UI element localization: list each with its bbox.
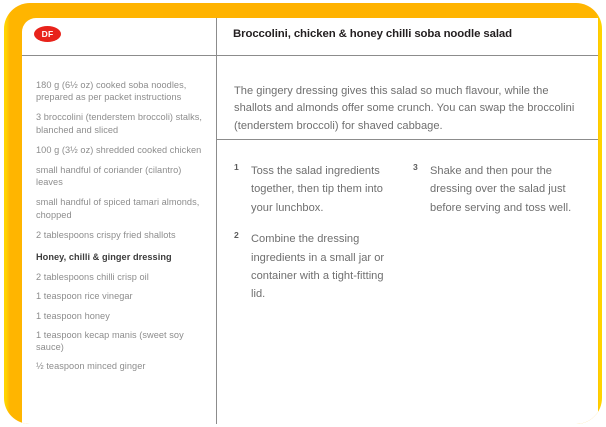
list-item: small handful of coriander (cilantro) leaves xyxy=(36,165,182,188)
intro-paragraph: The gingery dressing gives this salad so much flavour, while the shallots and almonds offer some crunch. You can swap the broccolini (tenderstem broccoli) for shaved cabbage. xyxy=(234,85,575,132)
list-item: 1 teaspoon honey xyxy=(36,310,110,321)
step-text: Shake and then pour the dressing over the salad just before serving and toss well. xyxy=(430,165,572,214)
list-item: small handful of spiced tamari almonds, chopped xyxy=(36,197,200,220)
dressing-subheading: Honey, chilli & ginger dressing xyxy=(36,252,172,263)
method-step xyxy=(234,161,399,216)
ingredients-list xyxy=(22,56,216,424)
list-item: 2 tablespoons chilli crisp oil xyxy=(36,272,149,283)
badge-cell xyxy=(22,18,216,55)
step-text: Combine the dressing ingredients in a small jar or container with a tight-fitting lid. xyxy=(251,233,385,301)
list-item: 2 tablespoons crispy fried shallots xyxy=(36,229,176,240)
page-title: Broccolini, chicken & honey chilli soba noodle salad xyxy=(233,28,512,40)
list-item: 3 broccolini (tenderstem broccoli) stalks, blanched and sliced xyxy=(36,112,203,135)
step-number: 1 xyxy=(234,162,239,172)
recipe-card-frame xyxy=(4,3,602,424)
recipe-card xyxy=(22,18,598,424)
method-steps-right xyxy=(413,161,578,229)
list-item: 1 teaspoon rice vinegar xyxy=(36,291,133,302)
dairy-free-badge: DF xyxy=(34,26,61,42)
step-number: 3 xyxy=(413,162,418,172)
card-header xyxy=(22,18,598,56)
list-item: 100 g (3½ oz) shredded cooked chicken xyxy=(36,144,202,155)
method-step xyxy=(413,161,578,216)
method-steps-left xyxy=(234,161,399,316)
list-item: ½ teaspoon minced ginger xyxy=(36,361,146,372)
step-number: 2 xyxy=(234,230,239,241)
method-column xyxy=(217,56,598,424)
list-item: 180 g (6½ oz) cooked soba noodles, prepared as per packet instructions xyxy=(36,80,187,103)
list-item: 1 teaspoon kecap manis (sweet soy sauce) xyxy=(36,329,184,353)
step-text: Toss the salad ingredients together, then tip them into your lunchbox. xyxy=(251,165,383,214)
title-cell xyxy=(216,18,598,55)
intro-block xyxy=(217,56,598,140)
method-step xyxy=(234,229,399,303)
